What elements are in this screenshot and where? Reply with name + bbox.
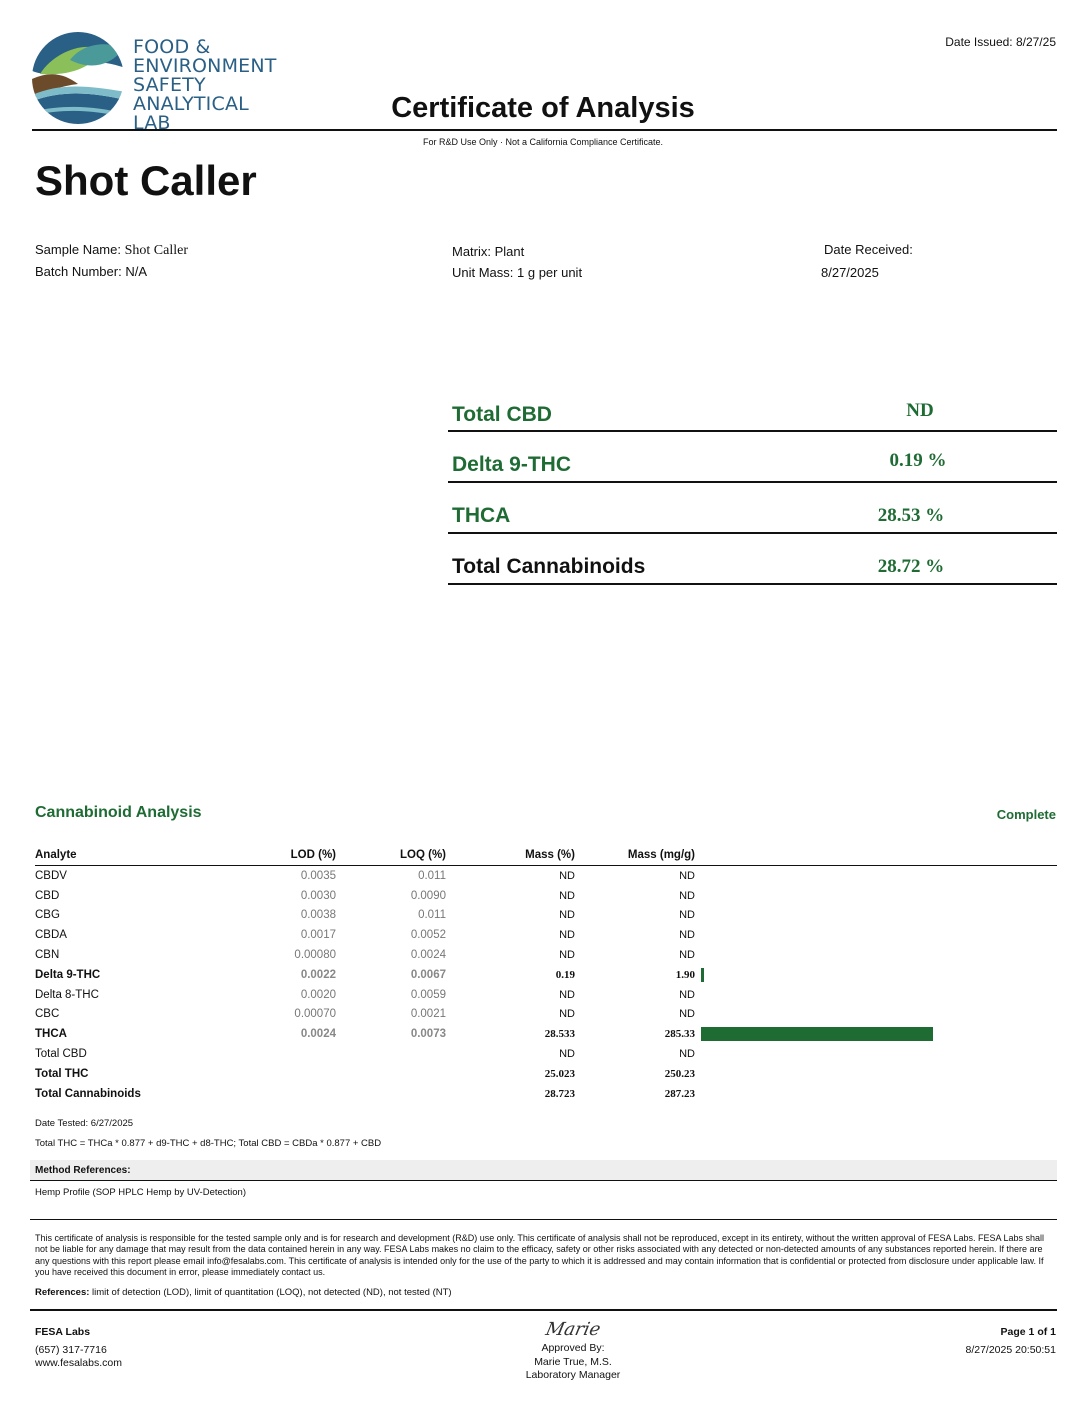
cell-analyte: CBD [35,889,60,902]
cell-mass-mg: ND [679,1008,695,1021]
cell-mass-mg: ND [679,1048,695,1061]
matrix: Matrix: Plant [452,244,525,259]
unit-mass: Unit Mass: 1 g per unit [452,265,583,280]
method-references-heading: Method References: [35,1165,131,1176]
cell-analyte: Total CBD [35,1048,87,1061]
references-label: References: [35,1287,90,1298]
summary-label-thca: THCA [452,504,511,527]
mass-bar [701,1027,933,1041]
cell-lod: 0.0035 [300,869,336,882]
cell-analyte: CBC [35,1008,60,1021]
footer-approval [473,1318,673,1383]
column-header: Mass (%) [446,848,575,866]
summary-label-delta9: Delta 9-THC [452,453,572,476]
cell-mass-pct: ND [559,909,575,922]
cell-lod: 0.0020 [300,988,336,1001]
footer-right [965,1326,1056,1357]
cell-mass-pct: ND [559,869,575,882]
cell-loq: 0.0067 [410,968,446,981]
disclaimer-text: This certificate of analysis is responsible for the tested sample only and is for research and development (R&D) use only. This certificate of analysis shall not be reproduced, except in its entirety, without the written approval of FESA Labs. FESA Labs shall not be liable for any damage that may result from the data contained herein in any way. FESA Labs makes no claim to the efficacy, safety or other risks associated with any detected or non-detected amounts of any substances reported herein. If there are any questions with this report please email info@fesalabs.com. This certificate of analysis is intended only for the use of the party to which it is addressed and may contain information that is confidential or protected from disclosure under applicable law. If you have received this document in error, please immediately contact us. [35,1233,1045,1278]
column-header: LOD (%) [235,848,336,866]
table-row [35,925,1057,945]
cell-lod: 0.0017 [300,929,336,942]
approver-title: Laboratory Manager [525,1369,621,1381]
cell-loq: 0.0024 [410,949,446,962]
cell-mass-pct: ND [559,949,575,962]
cell-bar [695,1024,1057,1044]
cell-bar [695,1005,1057,1025]
page-number: Page 1 of 1 [1000,1326,1056,1338]
summary-value-thca: 28.53 % [877,505,945,526]
cell-loq [336,1064,446,1084]
summary-label-total-cannabinoids: Total Cannabinoids [452,555,646,578]
cell-mass-mg: ND [679,988,695,1001]
cell-analyte: CBDV [35,869,67,882]
lab-name-line: ANALYTICAL LAB [133,93,249,134]
cell-mass-mg: 287.23 [664,1087,695,1100]
sample-name-label: Sample Name: [35,242,121,257]
cell-lod [235,1044,336,1064]
summary-value-delta9: 0.19 % [889,450,947,471]
cell-mass-mg: ND [679,909,695,922]
cell-lod: 0.00080 [294,949,336,962]
table-row [35,1005,1057,1025]
method-divider [30,1180,1057,1181]
cell-bar [695,985,1057,1005]
date-received-label: Date Received: [824,242,913,257]
cell-loq: 0.0059 [410,988,446,1001]
table-row [35,886,1057,906]
cell-loq [336,1044,446,1064]
cell-analyte: Delta 8-THC [35,988,99,1001]
cell-analyte: CBDA [35,929,67,942]
cell-analyte: Total Cannabinoids [35,1087,141,1100]
method-references-header [30,1160,1057,1180]
cell-lod: 0.0030 [300,889,336,902]
cell-analyte: CBN [35,949,60,962]
cell-mass-mg: 250.23 [664,1067,695,1080]
total-formula: Total THC = THCa * 0.877 + d9-THC + d8-THC; Total CBD = CBDa * 0.877 + CBD [35,1138,382,1149]
analysis-status: Complete [996,807,1056,822]
summary-value-total-cbd: ND [906,400,934,421]
report-timestamp: 8/27/2025 20:50:51 [965,1343,1056,1356]
cell-bar [695,1064,1057,1084]
cell-bar [695,886,1057,906]
cell-mass-mg: 285.33 [664,1028,695,1041]
cell-mass-mg: ND [679,889,695,902]
cell-lod: 0.00070 [294,1008,336,1021]
lab-name-line: SAFETY [133,74,206,96]
document-subtitle: For R&D Use Only · Not a California Compliance Certificate. [422,137,664,147]
references-text: limit of detection (LOD), limit of quantitation (LOQ), not detected (ND), not tested (NT) [92,1287,452,1298]
cell-bar [695,945,1057,965]
sample-name [35,242,188,259]
cell-mass-mg: ND [679,869,695,882]
table-row [35,965,1057,985]
cell-lod: 0.0038 [300,909,336,922]
footer-company: FESA Labs [35,1326,91,1338]
date-received-value: 8/27/2025 [821,265,879,280]
cell-bar [695,866,1057,886]
cell-lod [235,1084,336,1104]
approver-name: Marie True, M.S. [534,1355,612,1368]
table-row [35,945,1057,965]
table-row [35,906,1057,926]
cell-loq: 0.0090 [410,889,446,902]
cell-mass-pct: ND [559,929,575,942]
cell-mass-pct: ND [559,1048,575,1061]
disclaimer-divider [30,1219,1057,1220]
cell-mass-pct: 28.723 [544,1087,575,1100]
document-title: Certificate of Analysis [391,92,695,124]
footer-website: www.fesalabs.com [35,1357,122,1369]
cell-lod [235,1064,336,1084]
cell-mass-pct: 0.19 [555,968,575,981]
signature: Marie [543,1319,603,1340]
table-row [35,1044,1057,1064]
sample-name-value: Shot Caller [124,243,188,258]
summary-divider [448,583,1057,585]
table-row [35,1084,1057,1104]
cannabinoid-table [35,848,1057,1104]
column-header: Mass (mg/g) [575,848,695,866]
product-name: Shot Caller [35,157,257,204]
cell-mass-mg: ND [679,929,695,942]
cell-loq: 0.0052 [410,929,446,942]
references [35,1287,452,1298]
analysis-title: Cannabinoid Analysis [35,804,202,821]
column-header: LOQ (%) [336,848,446,866]
table-row [35,1064,1057,1084]
cell-bar [695,906,1057,926]
cell-loq: 0.011 [418,909,446,922]
summary-label-total-cbd: Total CBD [452,403,552,426]
cell-loq: 0.011 [418,869,446,882]
cell-loq: 0.0073 [410,1028,446,1041]
cell-bar [695,1084,1057,1104]
cell-bar [695,965,1057,985]
date-issued: Date Issued: 8/27/25 [945,35,1056,49]
batch-number: Batch Number: N/A [35,264,147,279]
cell-mass-pct: ND [559,889,575,902]
cell-mass-pct: ND [559,1008,575,1021]
footer-left [35,1326,122,1371]
approved-by-label: Approved By: [541,1342,605,1354]
cell-analyte: Delta 9-THC [35,968,101,981]
cell-lod: 0.0024 [300,1028,336,1041]
column-header-bar [695,848,1057,866]
summary-divider [448,430,1057,432]
cell-mass-mg: ND [679,949,695,962]
table-header-row [35,848,1057,866]
header-divider [32,129,1057,131]
lab-name-line: FOOD & [133,36,211,58]
cell-mass-pct: 25.023 [544,1067,575,1080]
footer-divider [30,1309,1057,1311]
column-header: Analyte [35,848,235,866]
date-tested: Date Tested: 6/27/2025 [35,1118,134,1129]
method-text: Hemp Profile (SOP HPLC Hemp by UV-Detection) [35,1187,247,1198]
table-body [35,866,1057,1104]
summary-value-total-cannabinoids: 28.72 % [877,556,945,577]
cell-analyte: THCA [35,1028,67,1041]
cell-bar [695,1044,1057,1064]
mass-bar [701,968,704,982]
table-row [35,985,1057,1005]
cell-mass-mg: 1.90 [675,968,695,981]
cell-bar [695,925,1057,945]
cell-lod: 0.0022 [300,968,336,981]
cell-mass-pct: 28.533 [544,1028,575,1041]
cell-analyte: CBG [35,909,60,922]
cell-mass-pct: ND [559,988,575,1001]
cell-loq: 0.0021 [410,1008,446,1021]
summary-divider [448,481,1057,483]
table-row [35,1024,1057,1044]
lab-name-line: ENVIRONMENT [133,55,277,77]
summary-divider [448,532,1057,534]
footer-phone: (657) 317-7716 [35,1343,107,1356]
cell-analyte: Total THC [35,1067,89,1080]
cell-loq [336,1084,446,1104]
table-row [35,866,1057,886]
